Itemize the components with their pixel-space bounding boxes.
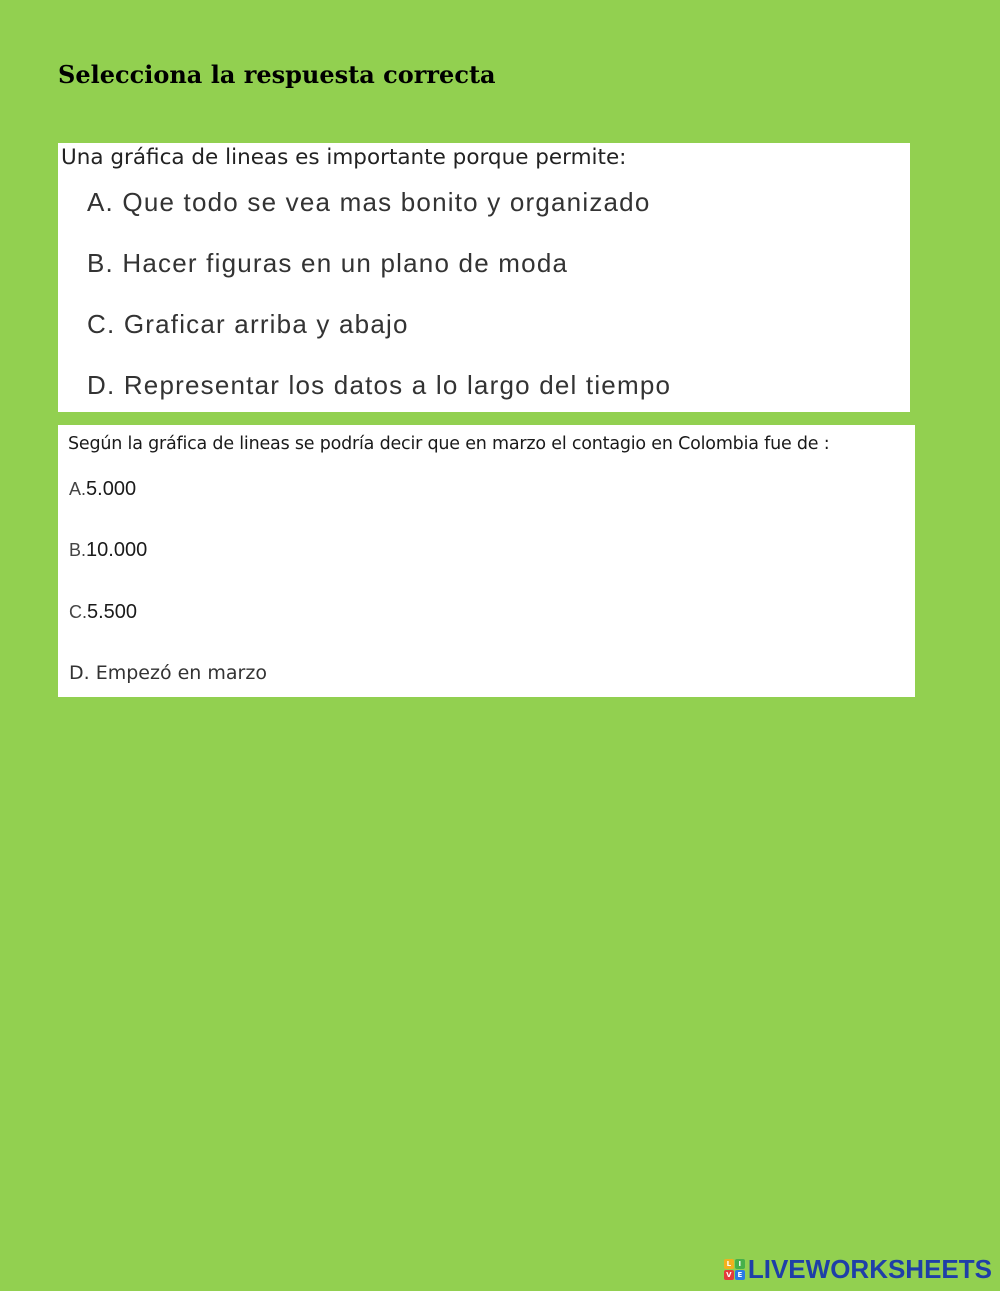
option-letter: C. (69, 602, 87, 622)
question-1-box (58, 143, 910, 412)
question-2-option-a[interactable] (69, 478, 136, 501)
question-1-option-c[interactable]: C. Graficar arriba y abajo (87, 309, 409, 339)
option-text: Empezó en marzo (95, 662, 267, 684)
question-1-option-d[interactable]: D. Representar los datos a lo largo del tiempo (87, 370, 672, 400)
question-2-option-d[interactable] (69, 662, 267, 684)
logo-letter-l: L (724, 1259, 734, 1269)
question-2-option-c[interactable] (69, 601, 137, 624)
question-1-option-a[interactable]: A. Que todo se vea mas bonito y organizado (87, 187, 651, 217)
logo-letter-i: I (735, 1259, 745, 1269)
option-text: 5.000 (86, 478, 137, 500)
brand-name: LIVEWORKSHEETS (747, 1254, 992, 1284)
page-title: Selecciona la respuesta correcta (58, 60, 496, 89)
question-2-box (58, 425, 915, 697)
liveworksheets-brand (724, 1254, 992, 1285)
question-1-prompt: Una gráfica de lineas es importante porque permite: (61, 145, 627, 170)
logo-letter-e: E (735, 1270, 745, 1280)
option-text: 10.000 (86, 539, 148, 561)
logo-letter-v: V (724, 1270, 734, 1280)
question-2-option-b[interactable] (69, 539, 147, 562)
option-letter: A. (69, 479, 87, 499)
question-1-option-b[interactable]: B. Hacer figuras en un plano de moda (87, 248, 569, 278)
option-text: 5.500 (87, 601, 138, 623)
option-letter: D. (69, 662, 90, 684)
liveworksheets-logo-icon (724, 1259, 745, 1280)
option-letter: B. (69, 540, 87, 560)
question-2-prompt: Según la gráfica de lineas se podría decir que en marzo el contagio en Colombia fue de : (68, 434, 830, 454)
